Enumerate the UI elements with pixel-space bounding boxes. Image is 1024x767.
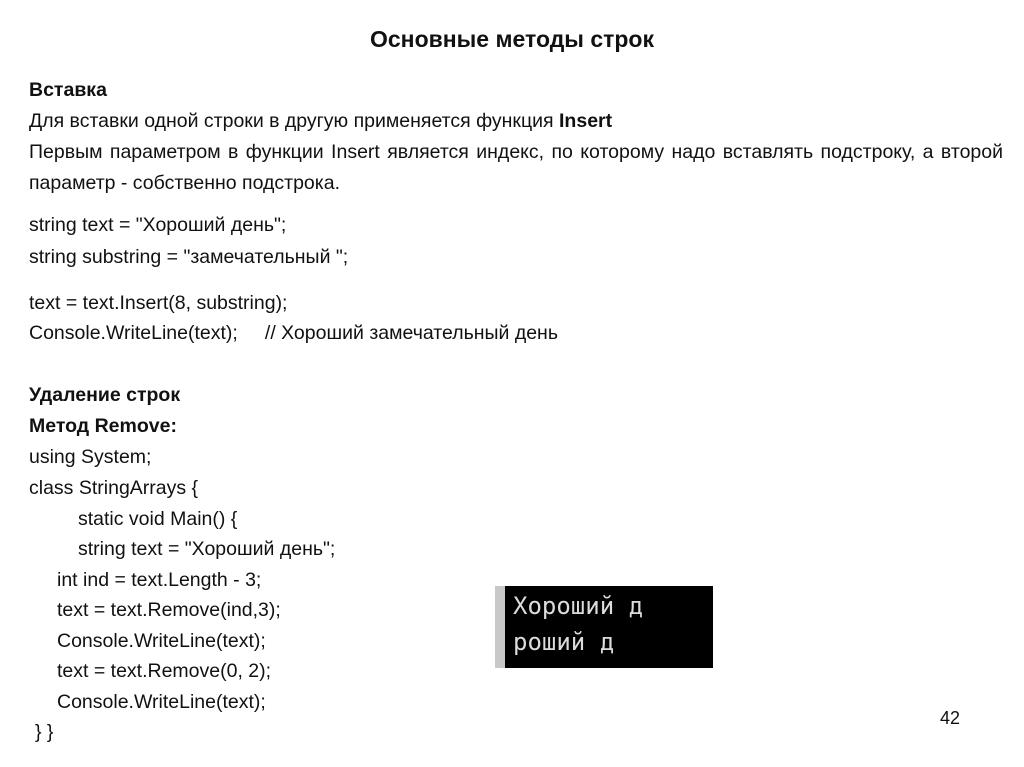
code-line: int ind = text.Length - 3; (57, 569, 262, 591)
code-line: } } (35, 721, 54, 743)
insert-function-name: Insert (559, 110, 613, 132)
remove-method-label: Метод Remove: (29, 415, 177, 437)
slide-title: Основные методы строк (370, 26, 654, 52)
code-line: string substring = "замечательный "; (29, 246, 349, 268)
insert-description (29, 109, 612, 133)
console-output-screenshot (495, 586, 713, 668)
console-line: Хороший д (513, 592, 644, 620)
remove-heading: Удаление строк (29, 384, 181, 406)
code-line: static void Main() { (78, 508, 238, 530)
code-line: text = text.Insert(8, substring); (29, 292, 288, 314)
code-line: class StringArrays { (29, 477, 199, 499)
code-line: string text = "Хороший день"; (29, 214, 287, 236)
insert-description-text: Для вставки одной строки в другую применяется функция (29, 110, 560, 132)
insert-paragraph: Первым параметром в функции Insert является индекс, по которому надо вставлять подстроку, а второй параметр - собственно подстрока. (29, 141, 1003, 194)
console-line: роший д (513, 628, 615, 656)
code-line: Console.WriteLine(text); // Хороший замечательный день (29, 322, 558, 344)
code-line: string text = "Хороший день"; (78, 538, 336, 560)
code-line: text = text.Remove(ind,3); (57, 599, 281, 621)
insert-heading: Вставка (29, 79, 107, 101)
code-line: using System; (29, 446, 152, 468)
code-line: Console.WriteLine(text); (57, 691, 266, 713)
code-line: text = text.Remove(0, 2); (57, 660, 272, 682)
code-line: Console.WriteLine(text); (57, 630, 266, 652)
page-number: 42 (940, 708, 961, 728)
